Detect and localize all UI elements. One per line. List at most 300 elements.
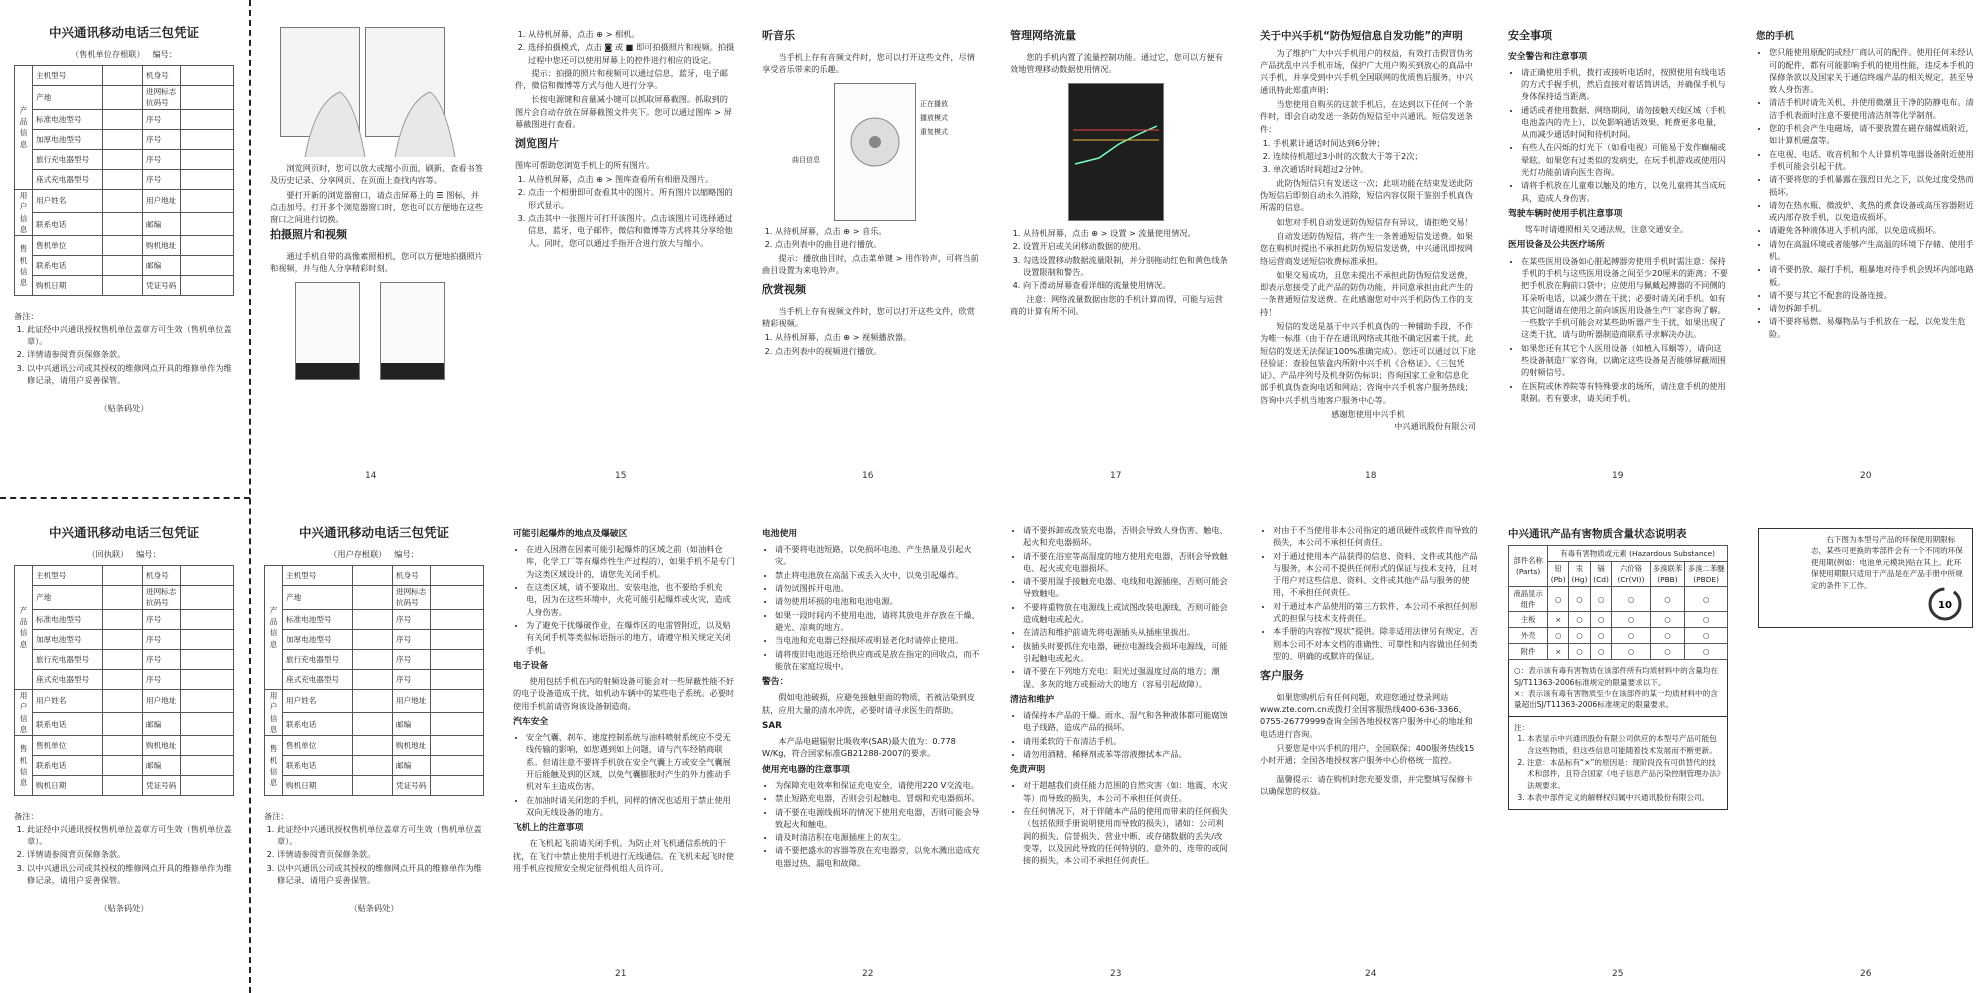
field-label: 机身号 xyxy=(143,566,181,586)
section-heading: 清洁和维护 xyxy=(1010,694,1054,705)
list-item: • 请不要在浴室等高湿度的地方使用充电器，否则会导致触电、起火或充电器损坏。 xyxy=(1023,550,1230,575)
table-cell: ○ xyxy=(1612,612,1650,628)
list-item: • 请用柔软的干布清洁手机。 xyxy=(1023,735,1230,747)
note-item: 3. 以中兴通讯公司或其授权的维修网点开具的维修单作为维修记录，请用户妥善保管。 xyxy=(277,862,484,887)
list-item: • 对于通过本产品使用的第三方软件，本公司不承担任何形式的担保与技术支持责任。 xyxy=(1273,600,1480,625)
list-item: • 在进入因潜在因素可能引起爆炸的区域之前（如油料仓库，化学工厂等有爆炸性生产过程的），如果手机不是专门为这类区域设计的，请您先关闭手机。 xyxy=(526,543,735,580)
bullet-list xyxy=(1508,66,1728,204)
note-item: 1. 本表显示中兴通讯股份有限公司供应的本型号产品可能包含这些物质，但这些信息可能随着技术发展而不断更新。 xyxy=(1527,733,1722,756)
field-label: 旅行充电器型号 xyxy=(33,649,103,669)
field-value xyxy=(181,189,234,212)
list-item: • 在加油时请关闭您的手机，同样的情况也适用于禁止使用双向无线设备的地方。 xyxy=(526,794,735,819)
page-number: 19 xyxy=(1612,471,1624,481)
paragraph: 如您对手机自动发送防伪短信存有异议，请拒绝交易！ xyxy=(1276,216,1473,227)
field-value xyxy=(103,669,143,689)
warranty-title: 中兴通讯移动电话三包凭证 xyxy=(48,25,199,40)
page-23 xyxy=(1010,524,1230,964)
field-label: 序号 xyxy=(143,649,181,669)
page-number: 21 xyxy=(615,969,627,979)
music-player-image xyxy=(762,77,982,225)
table-row xyxy=(15,86,234,110)
page-number: 14 xyxy=(365,471,377,481)
row-group-label: 产品信息 xyxy=(15,66,33,190)
list-item: • 请勿用酒精、稀释剂或苯等溶液擦拭本产品。 xyxy=(1023,748,1230,760)
tip: 提示：拍摄的照片和视频可以通过信息，蓝牙，电子邮件，微信和微博等方式与他人进行分享。 xyxy=(515,67,728,91)
field-label: 购机地址 xyxy=(143,236,181,256)
table-cell: ○ xyxy=(1612,644,1650,660)
list-item: • 请保持本产品的干燥。雨水、湿气和各种液体都可能腐蚀电子线路，造成产品的损坏。 xyxy=(1023,709,1230,734)
table-row xyxy=(265,586,484,610)
barcode-area: （贴条码处） xyxy=(349,903,399,914)
hazard-legend xyxy=(1508,660,1728,717)
field-value xyxy=(181,586,234,610)
field-value xyxy=(431,713,484,736)
warranty-notes: 备注： 1. 此证经中兴通讯授权售机单位盖章方可生效（售机单位盖章）。 2. 详情请参阅背页保修条款。 3. 以中兴通讯公司或其授权的维修网点开具的维修单作为维修记录，请用户妥善保管。 xyxy=(14,310,234,386)
warranty-card-c xyxy=(264,522,484,942)
field-value xyxy=(181,149,234,169)
field-value xyxy=(103,609,143,629)
page-22 xyxy=(762,524,982,964)
service-tip: 温馨提示：请在购机时您充要发票，并完整填写保修卡以确保您的权益。 xyxy=(1260,773,1473,796)
horizontal-cut-line xyxy=(0,497,250,499)
field-value xyxy=(103,213,143,236)
step-item: 1. 从待机屏幕，点击 ⊕ > 相机。 xyxy=(528,28,735,40)
paragraph: 当您使用自购买的这款手机后，在达到以下任何一个条件时，即会自动发送一条防伪短信至中兴通讯。短信发送条件： xyxy=(1260,98,1473,134)
list-item: • 为保障充电效率和保证充电安全，请使用220 V交流电。 xyxy=(775,779,982,791)
field-value xyxy=(353,756,393,776)
table-row xyxy=(15,276,234,296)
field-value xyxy=(181,609,234,629)
table-row xyxy=(1509,628,1728,644)
step-item: 2. 点击一个相册即可查看其中的图片。所有图片以缩略图的形式显示。 xyxy=(528,186,735,211)
page-24 xyxy=(1260,524,1480,964)
table-cell: 附件 xyxy=(1509,644,1548,660)
field-value xyxy=(431,736,484,756)
field-value xyxy=(181,736,234,756)
ringtone-tip: 提示：播放曲目时，点击菜单键 > 用作铃声，可将当前曲目设置为来电铃声。 xyxy=(762,252,979,275)
section-heading: 飞机上的注意事项 xyxy=(513,823,584,834)
aircraft-text: 在飞机起飞前请关闭手机。为防止对飞机通信系统的干扰，在飞行中禁止使用手机进行无线通信。在飞机未起飞时使用手机应按照安全规定征得机组人员许可。 xyxy=(513,838,735,873)
field-label: 标准电池型号 xyxy=(283,609,353,629)
field-label: 产地 xyxy=(283,586,353,610)
field-value xyxy=(181,66,234,86)
data-usage-note: 注意：网络流量数据由您的手机计算而得，可能与运营商的计算有所不同。 xyxy=(1010,293,1223,316)
video-text: 当手机上存有视频文件时，您可以打开这些文件，欣赏精彩视频。 xyxy=(762,305,975,329)
paragraph: 此防伪短信只有发送这一次；此项功能在结束发送此防伪短信后即刻自动永久消除，短信内容仅限于鉴别手机真伪所需的信息。 xyxy=(1260,177,1473,213)
list-item: • 如果一段时间内不使用电池，请将其放电并存放在干燥、避光、凉爽的地方。 xyxy=(775,609,982,634)
list-item: • 请不要将易燃、易爆物品与手机放在一起，以免发生危险。 xyxy=(1769,315,1978,340)
field-value xyxy=(103,149,143,169)
field-value xyxy=(353,689,393,712)
bullet-list xyxy=(762,779,982,869)
field-value xyxy=(353,776,393,796)
field-value xyxy=(103,736,143,756)
table-row xyxy=(15,629,234,649)
column-header: 多溴联苯(PBB) xyxy=(1650,561,1685,586)
page-number: 17 xyxy=(1110,471,1122,481)
list-item: • 清洁手机时请先关机，并使用微潮且干净的防静电布。清洁手机表面时注意不要使用清洁剂等化学制剂。 xyxy=(1769,96,1978,121)
field-value xyxy=(103,649,143,669)
field-label: 用户地址 xyxy=(143,189,181,212)
field-value xyxy=(103,109,143,129)
field-label: 加厚电池型号 xyxy=(33,129,103,149)
usage-graph-icon xyxy=(1069,114,1163,174)
page-19 xyxy=(1508,26,1728,466)
list-item: • 请勿拆卸手机。 xyxy=(1769,302,1978,314)
warranty-subtitle: （回执联） 编号： xyxy=(87,548,161,559)
field-label: 序号 xyxy=(393,669,431,689)
page-number: 23 xyxy=(1110,969,1122,979)
column-header: 铅(Pb) xyxy=(1548,561,1569,586)
table-row xyxy=(1509,586,1728,611)
environment-period-icon xyxy=(1925,584,1965,624)
field-value xyxy=(353,713,393,736)
list-item: • 请勿在高温环境或者能够产生高温的环境下存储、使用手机。 xyxy=(1769,238,1978,263)
table-row xyxy=(15,256,234,276)
row-group-label: 售机信息 xyxy=(15,236,33,296)
thanks: 感谢您使用中兴手机 xyxy=(1331,409,1405,420)
field-value xyxy=(353,609,393,629)
eco-period-box xyxy=(1758,528,1973,628)
eco-period-text: 右下图为本型号产品的环保使用期限标志，某些可更换的零部件会有一个不同的环保使用期(例如：电池单元模块)贴在其上。此环保使用期限只适用于产品是在产品手册中所规定的条件下工作。 xyxy=(1811,535,1963,590)
row-group-label: 产品信息 xyxy=(15,566,33,690)
label-repeat-mode: 重复模式 xyxy=(920,128,948,137)
field-label: 凭证号码 xyxy=(393,776,431,796)
field-label: 加厚电池型号 xyxy=(33,629,103,649)
page-21 xyxy=(513,524,735,964)
list-item: • 请将废旧电池返还给供应商或是放在指定的回收点，而不能放在家庭垃圾中。 xyxy=(775,648,982,673)
bullet-list xyxy=(1010,709,1230,760)
page-number: 22 xyxy=(862,969,874,979)
table-row xyxy=(265,756,484,776)
field-value xyxy=(353,736,393,756)
page-number: 18 xyxy=(1365,471,1377,481)
list-item: • 您只能使用原配的或经厂商认可的配件。使用任何未经认可的配件，都有可能影响手机的使用性能，违反本手机的保修条款以及国家关于通信终端产品的相关规定，甚至导致人身伤害。 xyxy=(1769,46,1978,95)
warranty-table xyxy=(14,65,234,296)
table-cell: ○ xyxy=(1685,586,1728,611)
field-label: 购机地址 xyxy=(393,736,431,756)
field-value xyxy=(353,669,393,689)
field-value xyxy=(181,109,234,129)
table-row xyxy=(15,129,234,149)
music-text: 当手机上存有音频文件时，您可以打开这些文件，尽情享受音乐带来的乐趣。 xyxy=(762,51,975,74)
list-item: • 通话或者使用数据、网络期间，请勿接触天线区域（手机电池盖内的壳上），以免影响通话效果、耗费更多电量，从而减少通话时间和待机时间。 xyxy=(1521,104,1728,141)
field-label: 旅行充电器型号 xyxy=(33,149,103,169)
music-player-screen xyxy=(834,83,916,221)
step-item: 2. 选择拍摄模式，点击 ◙ 或 ■ 即可拍摄照片和视频。拍摄过程中您还可以使用屏幕上的控件进行相应的设定。 xyxy=(528,41,735,66)
music-steps xyxy=(762,225,982,251)
table-row xyxy=(265,669,484,689)
field-value xyxy=(181,756,234,776)
data-usage-text: 您的手机内置了流量控制功能。通过它，您可以方便有效地管理移动数据使用情况。 xyxy=(1010,51,1223,74)
field-value xyxy=(181,669,234,689)
note-item: 1. 此证经中兴通讯授权售机单位盖章方可生效（售机单位盖章）。 xyxy=(277,823,484,848)
field-label: 购机地址 xyxy=(143,736,181,756)
field-label: 机身号 xyxy=(393,566,431,586)
field-value xyxy=(103,756,143,776)
field-value xyxy=(103,169,143,189)
field-label: 标准电池型号 xyxy=(33,109,103,129)
list-item: • 如果您还有其它个人医用设备（如植入耳蜗等），请向这些设备制造厂家咨询，以确定这些设备是否能够屏蔽周围的射频信号。 xyxy=(1521,342,1728,379)
field-value xyxy=(181,566,234,586)
list-item: • 当电池和充电器已经损坏或明显老化时请停止使用。 xyxy=(775,634,982,646)
list-item: • 请避免各种液体进入手机内部，以免造成损坏。 xyxy=(1769,224,1978,236)
your-phone-heading: 您的手机 xyxy=(1756,31,1795,42)
warranty-card-b xyxy=(14,522,234,942)
list-item: • 安全气囊、刹车、速度控制系统与油料喷射系统应不受无线传输的影响，如您遇到如上问题，请与汽车经销商联系。但请注意不要将手机放在安全气囊上方或安全气囊展开后能触及到的区域，以免气囊膨胀时产生的外力推动手机对车主造成伤害。 xyxy=(526,731,735,792)
field-label: 序号 xyxy=(143,629,181,649)
note-item: 1. 此证经中兴通讯授权售机单位盖章方可生效（售机单位盖章）。 xyxy=(27,823,234,848)
step-item: 1. 从待机屏幕，点击 ⊕ > 音乐。 xyxy=(775,225,982,237)
page-number: 24 xyxy=(1365,969,1377,979)
table-cell: 外壳 xyxy=(1509,628,1548,644)
table-cell: ○ xyxy=(1650,644,1685,660)
list-item: • 请不要扔放、敲打手机，粗暴地对待手机会毁坏内部电路板。 xyxy=(1769,263,1978,288)
section-heading: 安全警告和注意事项 xyxy=(1508,51,1588,62)
list-item: • 请正确使用手机，拨打或接听电话时，按照使用有线电话的方式手握手机，然后直接对着话筒讲话，并确保手机与身体保持适当距离。 xyxy=(1521,66,1728,103)
table-row xyxy=(15,66,234,86)
table-cell: ○ xyxy=(1650,586,1685,611)
table-row xyxy=(15,756,234,776)
gallery-steps xyxy=(515,173,735,249)
field-value xyxy=(353,586,393,610)
table-cell: ○ xyxy=(1685,628,1728,644)
field-value xyxy=(103,713,143,736)
table-row xyxy=(265,776,484,796)
camera-text: 通过手机自带的高像素照相机，您可以方便地拍摄照片和视频，并与他人分享精彩时刻。 xyxy=(270,250,483,274)
note-item: 2. 注意：本品标有“×”的原因是：现阶段没有可供替代的技术和部件，且符合国家《电子信息产品污染控制管理办法》法规要求。 xyxy=(1527,757,1722,791)
anti-counterfeit-heading: 关于中兴手机“防伪短信息自发功能”的声明 xyxy=(1260,30,1463,42)
data-usage-heading: 管理网络流量 xyxy=(1010,29,1076,42)
list-item: • 请不要将您的手机暴露在强烈日光之下，以免过度受热而损坏。 xyxy=(1769,173,1978,198)
gallery-intro: 图库可帮助您浏览手机上的所有图片。 xyxy=(515,159,655,170)
field-value xyxy=(431,756,484,776)
field-value xyxy=(181,276,234,296)
browser-text: 浏览网页时，您可以放大或缩小页面、刷新、查看书签及历史记录、分享网页、在页面上查找内容等。 xyxy=(270,163,483,186)
column-header: 部件名称 (Parts) xyxy=(1509,545,1548,586)
column-header: 镉(Cd) xyxy=(1590,561,1611,586)
table-row xyxy=(15,609,234,629)
row-group-label: 用户信息 xyxy=(265,689,283,736)
table-row xyxy=(265,629,484,649)
field-value xyxy=(103,129,143,149)
field-label: 序号 xyxy=(143,669,181,689)
table-cell: ○ xyxy=(1650,628,1685,644)
warranty-notes: 备注： 1. 此证经中兴通讯授权售机单位盖章方可生效（售机单位盖章）。 2. 详情请参阅背页保修条款。 3. 以中兴通讯公司或其授权的维修网点开具的维修单作为维修记录，请用户妥善保管。 xyxy=(14,810,234,886)
section-heading: 电子设备 xyxy=(513,660,549,671)
table-cell: ○ xyxy=(1590,586,1611,611)
table-row xyxy=(15,149,234,169)
warranty-notes: 备注： 1. 此证经中兴通讯授权售机单位盖章方可生效（售机单位盖章）。 2. 详情请参阅背页保修条款。 3. 以中兴通讯公司或其授权的维修网点开具的维修单作为维修记录，请用户妥善保管。 xyxy=(264,810,484,886)
column-header: 多溴二苯醚(PBDE) xyxy=(1685,561,1728,586)
field-label: 进网标志 抗码号 xyxy=(143,86,181,110)
driving-text: 驾车时请遵照相关交通法规，注意交通安全。 xyxy=(1524,224,1689,235)
field-label: 联系电话 xyxy=(33,756,103,776)
field-value xyxy=(181,776,234,796)
field-label: 用户姓名 xyxy=(33,689,103,712)
camera-heading: 拍摄照片和视频 xyxy=(270,228,347,242)
table-row xyxy=(15,736,234,756)
page-number: 26 xyxy=(1860,969,1872,979)
data-usage-image xyxy=(1010,77,1230,227)
field-value xyxy=(103,776,143,796)
warning-label: 警告： xyxy=(762,677,789,688)
page-number: 20 xyxy=(1860,471,1872,481)
list-item: • 对于通过使用本产品获得的信息、资料、文件或其他产品与服务，本公司不提供任何形式的保证与技术支持，且对于用户对这些信息、资料、文件或其他产品与服务的使用，不承担任何责任。 xyxy=(1273,550,1480,599)
field-label: 序号 xyxy=(143,129,181,149)
step-item: 1. 从待机屏幕，点击 ⊕ > 图库查看所有相册及图片。 xyxy=(528,173,735,185)
section-heading: 免责声明 xyxy=(1010,765,1046,776)
field-label: 旅行充电器型号 xyxy=(283,649,353,669)
field-label: 标准电池型号 xyxy=(33,609,103,629)
paragraph: 如果交易成功，且您未提出不承担此防伪短信发送费，即表示您接受了此产品的防伪功能，并同意承担由此产生的一条普通短信发送费。在此感谢您对中兴手机防伪工作的支持！ xyxy=(1260,269,1473,317)
field-label: 邮编 xyxy=(143,756,181,776)
list-item: • 禁止短路充电器，否则会引起触电、冒烟和充电器损坏。 xyxy=(775,792,982,804)
page-20 xyxy=(1756,26,1978,466)
list-item: • 请勿使用坏损的电池和电池电源。 xyxy=(775,595,982,607)
list-item: • 在医院或休养院等有特殊要求的场所，请注意手机的使用限制。若有要求，请关闭手机。 xyxy=(1521,380,1728,405)
data-usage-screen xyxy=(1068,83,1164,221)
sms-conditions xyxy=(1260,137,1476,176)
service-text: 如果您购机后有任何问题，欢迎您通过登录网站www.zte.com.cn或拨打全国客服热线400-636-3366、0755-26779999查询全国各地授权客户服务中心的地址和电话进行咨询。 xyxy=(1260,691,1473,739)
table-row xyxy=(265,689,484,712)
video-heading: 欣赏视频 xyxy=(762,283,806,297)
service-text: 只要您是中兴手机的用户，全国联保；400服务热线15小时开通；全国各地授权客户服务中心价格统一监控。 xyxy=(1260,742,1475,766)
field-value xyxy=(181,236,234,256)
bullet-list xyxy=(513,731,735,818)
table-row xyxy=(15,213,234,236)
table-cell: ○ xyxy=(1685,644,1728,660)
hazard-table xyxy=(1508,545,1728,660)
note-item: 3. 以中兴通讯公司或其授权的维修网点开具的维修单作为维修记录，请用户妥善保管。 xyxy=(27,362,234,387)
field-value xyxy=(181,689,234,712)
list-item: • 请不要把盛水的容器等放在充电器旁，以免水溅出造成充电器过热、漏电和故障。 xyxy=(775,844,982,869)
step-item: 3. 点击其中一张图片可打开该图片。点击该图片可选择通过信息，蓝牙，电子邮件，微信和微博等方式将其分享给他人。同时，您可以通过手指开合进行放大与缩小。 xyxy=(528,212,735,249)
field-label: 主机型号 xyxy=(283,566,353,586)
field-label: 主机型号 xyxy=(33,566,103,586)
table-row xyxy=(15,689,234,712)
list-item: • 不要将重物放在电源线上或试图改装电源线，否则可能会造成触电或起火。 xyxy=(1023,601,1230,626)
step-item: 1. 从待机屏幕，点击 ⊕ > 设置 > 流量使用情况。 xyxy=(1023,227,1230,239)
note-item: 3. 本表中部件定义的解释权归属中兴通讯股份有限公司。 xyxy=(1527,792,1722,803)
field-value xyxy=(103,566,143,586)
field-value xyxy=(431,609,484,629)
section-heading: SAR xyxy=(762,720,782,731)
table-cell: ○ xyxy=(1569,586,1591,611)
row-group-label: 售机信息 xyxy=(265,736,283,796)
warranty-table xyxy=(14,565,234,796)
svg-text:10: 10 xyxy=(1938,600,1952,611)
video-steps xyxy=(762,331,982,357)
field-label: 用户姓名 xyxy=(33,189,103,212)
list-item: • 请将手机放在儿童难以触及的地方，以免儿童将其当成玩具，造成人身伤害。 xyxy=(1521,179,1728,204)
page-15 xyxy=(515,28,735,468)
warranty-title: 中兴通讯移动电话三包凭证 xyxy=(298,525,449,540)
field-value xyxy=(431,776,484,796)
row-group-label: 用户信息 xyxy=(15,189,33,236)
note-item: 3. 以中兴通讯公司或其授权的维修网点开具的维修单作为维修记录，请用户妥善保管。 xyxy=(27,862,234,887)
field-value xyxy=(181,256,234,276)
step-item: 1. 从待机屏幕，点击 ⊕ > 视频播放器。 xyxy=(775,331,982,343)
table-cell: 主板 xyxy=(1509,612,1548,628)
field-label: 售机单位 xyxy=(33,236,103,256)
field-label: 座式充电器型号 xyxy=(283,669,353,689)
field-value xyxy=(181,129,234,149)
table-cell: ○ xyxy=(1685,612,1728,628)
table-cell: × xyxy=(1548,644,1569,660)
field-label: 主机型号 xyxy=(33,66,103,86)
field-value xyxy=(103,66,143,86)
field-label: 机身号 xyxy=(143,66,181,86)
electronic-text: 使用包括手机在内的射频设备可能会对一些屏蔽性能不好的电子设备造成干扰，如机动车辆中的某些电子系统。必要时使用手机前请咨询该设备制造商。 xyxy=(513,676,735,711)
field-value xyxy=(353,566,393,586)
field-value xyxy=(431,689,484,712)
table-row xyxy=(15,169,234,189)
step-item: 3. 勾选设置移动数据流量限制，并分别拖动红色和黄色线条设置限制和警告。 xyxy=(1023,254,1230,279)
condition-item: 3. 单次通话时间超过2分钟。 xyxy=(1273,163,1476,175)
list-item: • 拔插头时要抓住充电器，硬拉电源线会损坏电源线，可能引起触电或起火。 xyxy=(1023,640,1230,665)
page-16 xyxy=(762,26,982,466)
page-17 xyxy=(1010,26,1230,466)
camera-photo-screen xyxy=(295,282,360,380)
note-item: 2. 详情请参阅背页保修条款。 xyxy=(27,348,234,360)
step-item: 2. 点击列表中的曲目进行播放。 xyxy=(775,238,982,250)
row-group-label: 售机信息 xyxy=(15,736,33,796)
table-cell: ○ xyxy=(1548,586,1569,611)
table-cell: ○ xyxy=(1590,644,1611,660)
field-label: 用户地址 xyxy=(143,689,181,712)
field-label: 联系电话 xyxy=(33,213,103,236)
field-label: 座式充电器型号 xyxy=(33,669,103,689)
list-item: • 请及时清洁积在电源插座上的灰尘。 xyxy=(775,831,982,843)
barcode-area: （贴条码处） xyxy=(99,903,149,914)
list-item: • 请不要与其它不配套的设备连接。 xyxy=(1769,289,1978,301)
step-item: 2. 设置开启或关闭移动数据的使用。 xyxy=(1023,240,1230,252)
bullet-list xyxy=(1508,255,1728,405)
album-art-icon xyxy=(835,102,915,182)
field-value xyxy=(181,86,234,110)
table-row xyxy=(1509,612,1728,628)
table-row xyxy=(1509,644,1728,660)
field-label: 进网标志 抗码号 xyxy=(143,586,181,610)
field-label: 产地 xyxy=(33,86,103,110)
field-label: 联系电话 xyxy=(283,756,353,776)
bullet-list xyxy=(1756,46,1978,340)
table-row xyxy=(15,649,234,669)
table-row xyxy=(265,649,484,669)
list-item: • 请不要将电池短路，以免损坏电池、产生热量及引起火灾。 xyxy=(775,543,982,568)
section-heading: 驾驶车辆时使用手机注意事项 xyxy=(1508,208,1623,219)
field-label: 邮编 xyxy=(143,213,181,236)
warranty-subtitle: （用户存根联） 编号： xyxy=(329,548,419,559)
warranty-table xyxy=(264,565,484,796)
field-value xyxy=(103,629,143,649)
field-value xyxy=(353,629,393,649)
page-26 xyxy=(1758,528,1973,638)
hazard-heading: 中兴通讯产品有害物质含量状态说明表 xyxy=(1508,528,1687,540)
field-value xyxy=(181,213,234,236)
table-cell: ○ xyxy=(1569,644,1591,660)
section-heading: 汽车安全 xyxy=(513,716,549,727)
field-label: 联系电话 xyxy=(33,713,103,736)
bullet-list xyxy=(1010,779,1230,866)
field-label: 序号 xyxy=(143,149,181,169)
camera-steps xyxy=(515,28,735,66)
step-item: 4. 向下滑动屏幕查看详细的流量使用情况。 xyxy=(1023,279,1230,291)
field-label: 购机日期 xyxy=(283,776,353,796)
table-cell: ○ xyxy=(1569,628,1591,644)
field-label: 凭证号码 xyxy=(143,776,181,796)
